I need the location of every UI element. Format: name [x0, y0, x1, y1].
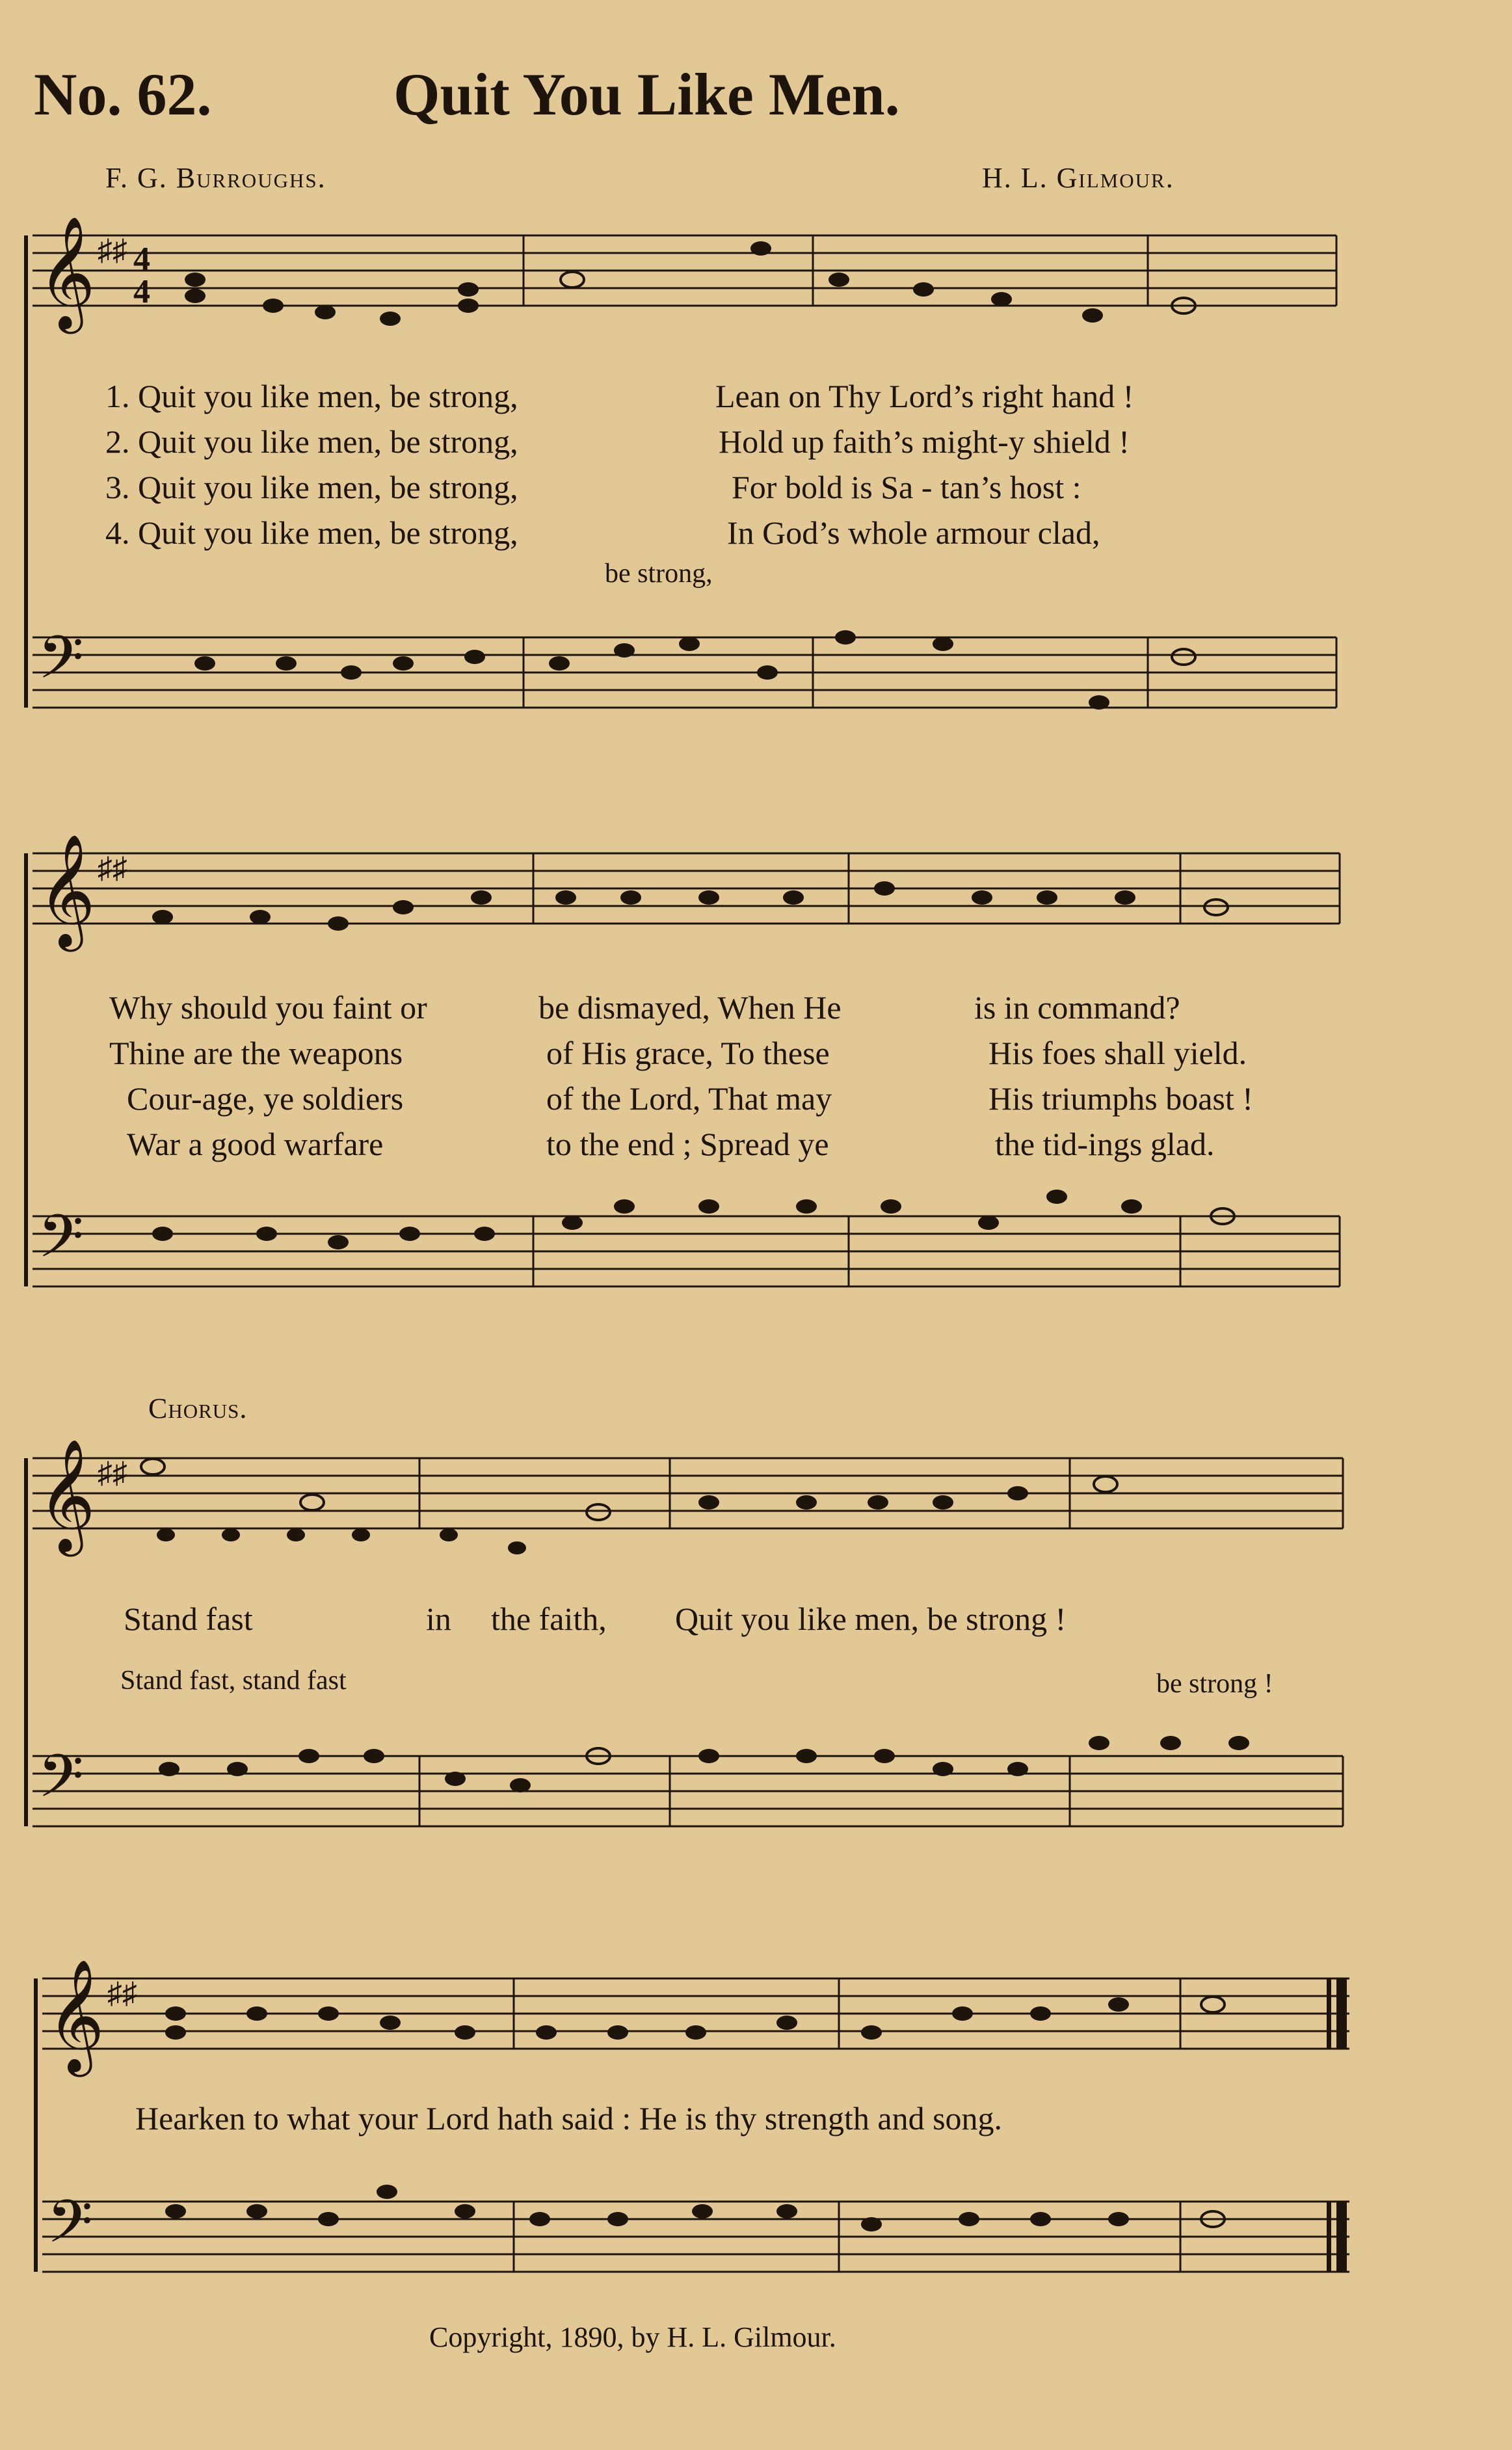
copyright-notice: Copyright, 1890, by H. L. Gilmour.: [429, 2321, 836, 2353]
bass-clef-icon: 𝄢: [47, 2190, 93, 2269]
key-sharps-icon: ♯♯: [107, 1977, 137, 2010]
treble-clef-icon: 𝄞: [38, 219, 96, 327]
verse-2-line-2c: His foes shall yield.: [988, 1035, 1247, 1071]
verse-1-line-2b: be dismayed, When He: [538, 989, 842, 1026]
final-barline-icon: [1327, 1978, 1347, 2272]
key-sharps-icon: ♯♯: [98, 233, 127, 267]
chorus-bass-echo-a: Stand fast, stand fast: [120, 1666, 347, 1696]
treble-clef-icon: 𝄞: [38, 1442, 96, 1550]
chorus-line-1b: in: [426, 1601, 451, 1637]
chorus-line-1d: Quit you like men, be strong !: [675, 1601, 1067, 1637]
chorus-line-1c: the faith,: [491, 1601, 607, 1637]
time-signature-icon: 4: [133, 273, 150, 310]
bass-clef-icon: 𝄢: [38, 626, 84, 705]
treble-staff-2: [33, 853, 1340, 924]
verse-2-line-2b: of His grace, To these: [546, 1035, 830, 1071]
key-sharps-icon: ♯♯: [98, 1456, 127, 1489]
chorus-label: Chorus.: [148, 1392, 248, 1424]
bass-echo-1: be strong,: [605, 559, 713, 589]
verse-4-line-2b: to the end ; Spread ye: [546, 1126, 829, 1162]
verse-1-line-2a: Why should you faint or: [109, 989, 427, 1026]
verse-2-line-2a: Thine are the weapons: [109, 1035, 403, 1071]
hymn-number: No. 62.: [34, 61, 212, 127]
chorus-line-2: Hearken to what your Lord hath said : He is thy strength and song.: [135, 2100, 1003, 2137]
words-credit: F. G. Burroughs.: [105, 162, 326, 194]
verse-4-line-2a: War a good warfare: [127, 1126, 384, 1162]
treble-clef-icon: 𝄞: [47, 1962, 105, 2070]
treble-staff-1: [33, 235, 1336, 306]
chorus-line-1a: Stand fast: [124, 1601, 253, 1637]
verse-1-line-1a: 1. Quit you like men, be strong,: [105, 378, 518, 414]
system-3-staves: [0, 1431, 1512, 1847]
verse-3-line-1b: For bold is Sa - tan’s host :: [732, 469, 1081, 505]
hymn-title: Quit You Like Men.: [393, 61, 900, 127]
treble-clef-icon: 𝄞: [38, 837, 96, 945]
verse-2-line-1b: Hold up faith’s might-y shield !: [719, 423, 1130, 460]
bass-staff-2: [33, 1216, 1340, 1286]
time-signature-icon: 4: [133, 241, 150, 278]
verse-4-line-1a: 4. Quit you like men, be strong,: [105, 514, 518, 551]
barlines-3: [419, 1458, 1343, 1826]
key-sharps-icon: ♯♯: [98, 851, 127, 885]
verse-2-line-1a: 2. Quit you like men, be strong,: [105, 423, 518, 460]
verse-4-line-2c: the tid-ings glad.: [995, 1126, 1215, 1162]
chorus-bass-echo-b: be strong !: [1156, 1669, 1273, 1699]
verse-1-line-1b: Lean on Thy Lord’s right hand !: [715, 378, 1134, 414]
bass-clef-icon: 𝄢: [38, 1205, 84, 1284]
bass-clef-icon: 𝄢: [38, 1744, 84, 1824]
verse-3-line-2c: His triumphs boast !: [988, 1080, 1253, 1117]
verse-3-line-1a: 3. Quit you like men, be strong,: [105, 469, 518, 505]
verse-4-line-1b: In God’s whole armour clad,: [727, 514, 1100, 551]
verse-1-line-2c: is in command?: [974, 989, 1180, 1026]
verse-3-line-2a: Cour-age, ye soldiers: [127, 1080, 404, 1117]
verse-3-line-2b: of the Lord, That may: [546, 1080, 832, 1117]
music-credit: H. L. Gilmour.: [982, 162, 1174, 194]
treble-staff-3: [33, 1458, 1343, 1528]
